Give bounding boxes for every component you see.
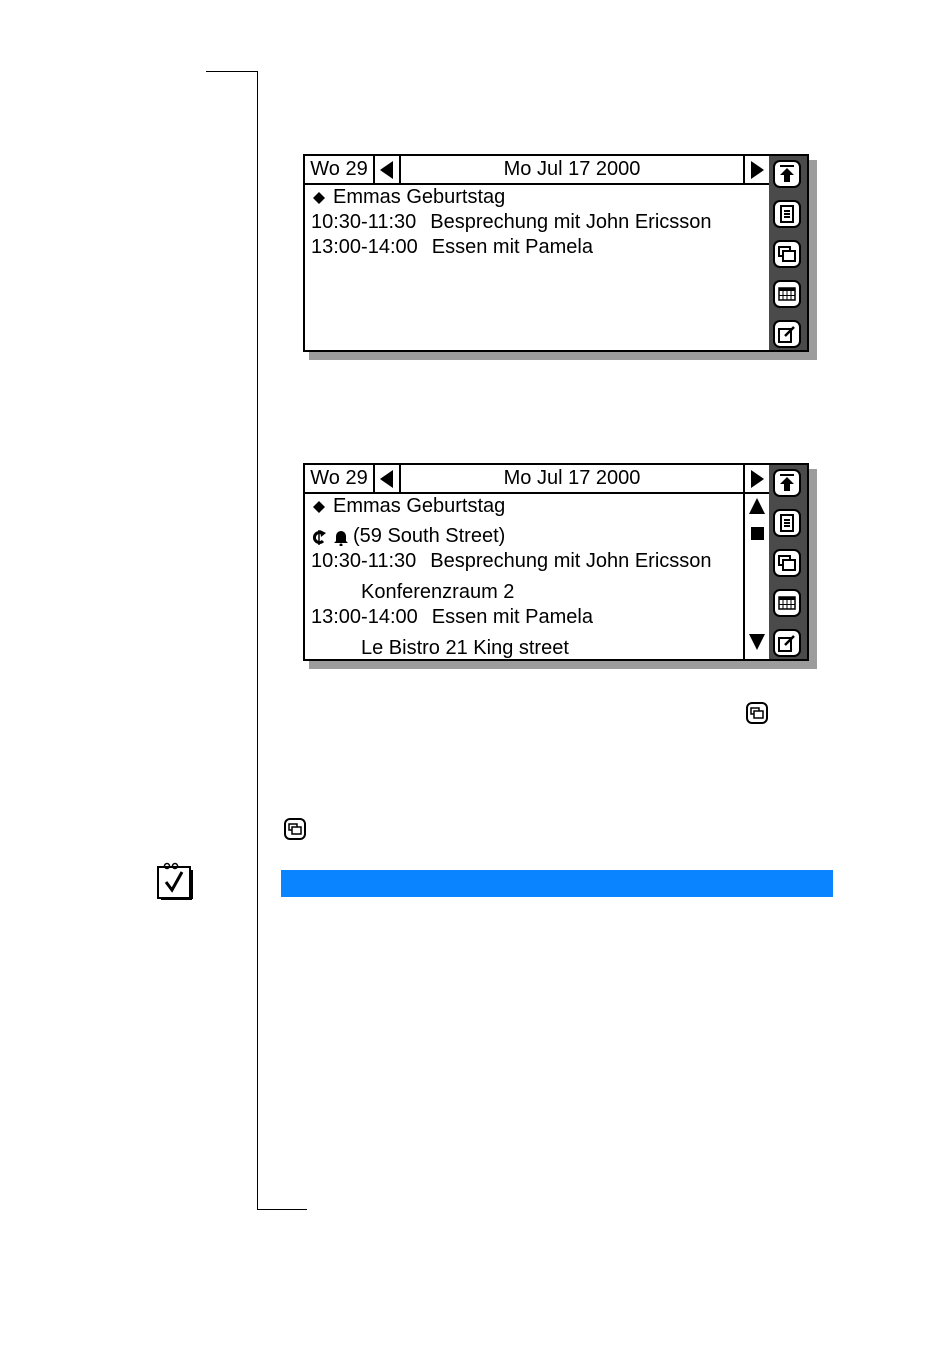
- list-view-button[interactable]: [773, 509, 801, 537]
- calendar-screen-detail-view: [303, 463, 817, 669]
- list-item[interactable]: [311, 236, 593, 259]
- list-item[interactable]: [311, 606, 593, 629]
- appointment-title: Essen mit Pamela: [431, 236, 593, 258]
- list-item[interactable]: [311, 550, 712, 573]
- repeat-icon: [311, 528, 327, 546]
- month-grid-icon: [778, 596, 796, 610]
- appointment-title: Besprechung mit John Ericsson: [430, 211, 712, 233]
- page-rule-bottom: [257, 1209, 307, 1210]
- list-item[interactable]: [311, 186, 505, 209]
- date-header: [305, 156, 769, 185]
- edit-button[interactable]: [773, 320, 801, 348]
- arrow-left-icon: [380, 161, 394, 179]
- list-icon: [780, 514, 794, 532]
- page-rule-top: [206, 71, 258, 72]
- previous-day-button[interactable]: [375, 465, 401, 492]
- scroll-down-arrow-icon[interactable]: [749, 634, 765, 650]
- side-toolbar: [769, 465, 807, 659]
- appointment-location: (59 South Street): [353, 525, 506, 547]
- edit-button[interactable]: [773, 629, 801, 657]
- month-view-button[interactable]: [773, 589, 801, 617]
- list-item[interactable]: [361, 581, 514, 604]
- screen-frame: [303, 463, 809, 661]
- arrow-left-icon: [380, 470, 394, 488]
- goto-top-icon: [779, 165, 795, 183]
- list-item[interactable]: [311, 495, 505, 518]
- arrow-right-icon: [750, 470, 764, 488]
- alarm-bell-icon: [333, 528, 349, 546]
- screen-frame: [303, 154, 809, 352]
- month-grid-icon: [778, 287, 796, 301]
- overlap-view-icon: [778, 246, 796, 262]
- arrow-right-icon: [750, 161, 764, 179]
- appointment-title: Emmas Geburtstag: [333, 186, 506, 208]
- side-toolbar: [769, 156, 807, 350]
- overlap-view-button[interactable]: [773, 240, 801, 268]
- list-item[interactable]: [311, 211, 712, 234]
- previous-day-button[interactable]: [375, 156, 401, 183]
- goto-top-icon: [779, 474, 795, 492]
- scroll-up-arrow-icon[interactable]: [749, 498, 765, 514]
- page-rule-vertical: [257, 71, 258, 1210]
- diamond-icon: [313, 501, 325, 513]
- list-icon: [780, 205, 794, 223]
- month-view-button[interactable]: [773, 280, 801, 308]
- highlight-bar: [281, 870, 833, 897]
- vertical-scrollbar[interactable]: [743, 494, 771, 659]
- goto-top-button[interactable]: [773, 469, 801, 497]
- appointment-location: Konferenzraum 2: [361, 581, 515, 603]
- appointment-time: 13:00-14:00: [311, 236, 418, 258]
- overlap-view-icon: [778, 555, 796, 571]
- diamond-icon: [313, 192, 325, 204]
- note-checkmark-icon: [156, 862, 194, 900]
- list-item[interactable]: [311, 525, 505, 548]
- appointment-title: Essen mit Pamela: [431, 606, 593, 628]
- appointment-time: 10:30-11:30: [311, 550, 417, 572]
- appointment-title: Besprechung mit John Ericsson: [430, 550, 712, 572]
- next-day-button[interactable]: [743, 156, 769, 183]
- next-day-button[interactable]: [743, 465, 769, 492]
- appointment-title: Emmas Geburtstag: [333, 495, 506, 517]
- edit-icon: [778, 325, 796, 343]
- calendar-screen-day-view: [303, 154, 817, 360]
- overlap-view-button[interactable]: [773, 549, 801, 577]
- week-number[interactable]: Wo 29: [305, 156, 375, 183]
- date-label[interactable]: Mo Jul 17 2000: [503, 467, 641, 489]
- week-number[interactable]: Wo 29: [305, 465, 375, 492]
- appointment-time: 10:30-11:30: [311, 211, 417, 233]
- scroll-thumb[interactable]: [751, 527, 764, 540]
- list-view-button[interactable]: [773, 200, 801, 228]
- appointment-time: 13:00-14:00: [311, 606, 418, 628]
- date-label[interactable]: Mo Jul 17 2000: [503, 158, 641, 180]
- goto-top-button[interactable]: [773, 160, 801, 188]
- date-header: [305, 465, 769, 494]
- overlap-view-icon: [284, 818, 306, 840]
- list-item[interactable]: [361, 637, 569, 660]
- overlap-view-icon: [746, 702, 768, 724]
- appointment-location: Le Bistro 21 King street: [361, 637, 569, 659]
- edit-icon: [778, 634, 796, 652]
